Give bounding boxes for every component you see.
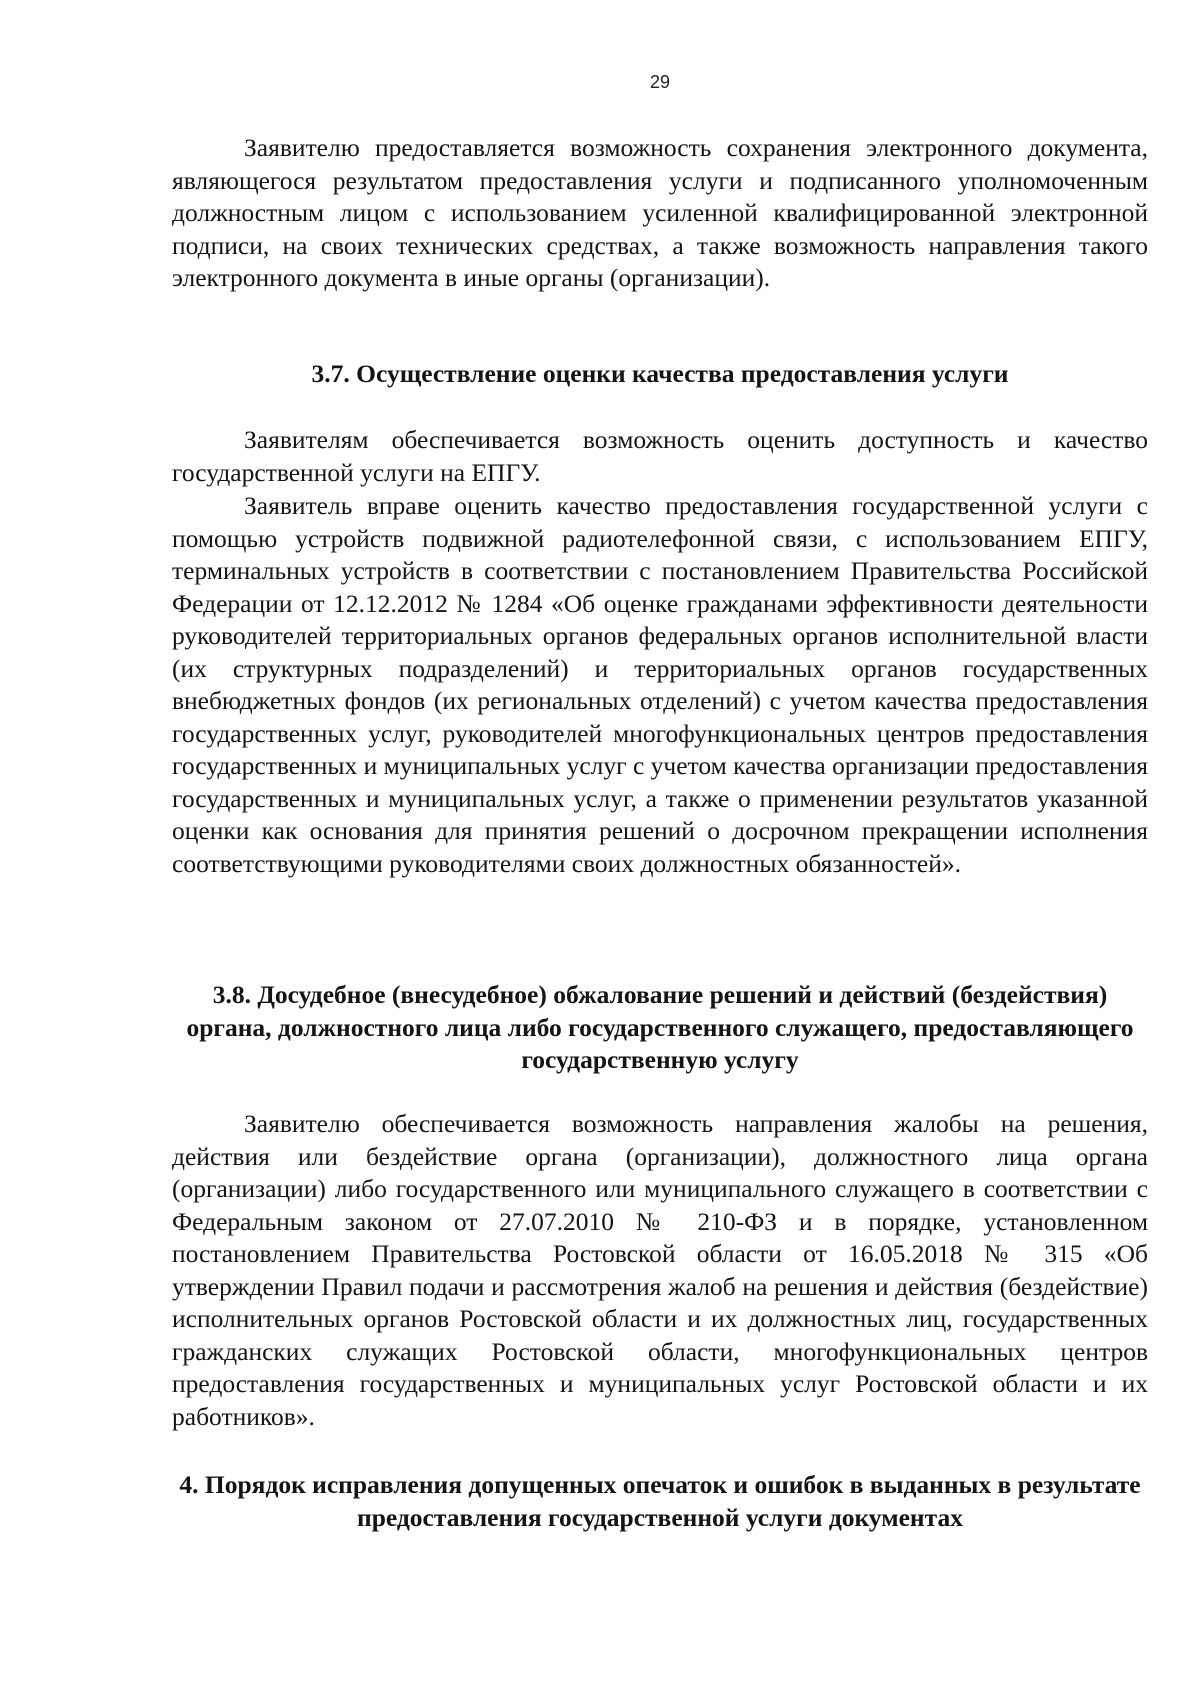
heading-section-3-7: 3.7. Осуществление оценки качества предоставления услуги [311, 359, 1009, 388]
heading-section-4: 4. Порядок исправления допущенных опечаток и ошибок в выданных в результате предоставления государственной услуги документах [179, 1470, 1141, 1532]
paragraph-electronic-document-saving: Заявителю предоставляется возможность сохранения электронного документа, являющегося результатом предоставления услуги и подписанного уполномоченным должностным лицом с использованием усиленной квалифицированной электронной подписи, на своих технических средствах, а также возможность направления такого электронного документа в иные органы (организации). [172, 133, 1148, 292]
paragraph-quality-assessment-epgu: Заявителям обеспечивается возможность оценить доступность и качество государственной услуги на ЕПГУ. [172, 425, 1148, 487]
page-number: 29 [649, 72, 671, 92]
heading-section-3-8: 3.8. Досудебное (внесудебное) обжалование решений и действий (бездействия) органа, должностного лица либо государственного служащего, предоставляющего государственную услугу [186, 980, 1134, 1074]
paragraph-complaint-procedure: Заявителю обеспечивается возможность направления жалобы на решения, действия или бездействие органа (организации), должностного лица органа (организации) либо государственного или муниципального служащего в соответствии с Федеральным законом от 27.07.2010 № 210-ФЗ и в порядке, установленном постановлением Правительства Ростовской области от 16.05.2018 № 315 «Об утверждении Правил подачи и рассмотрения жалоб на решения и действия (бездействие) исполнительных органов Ростовской области и их должностных лиц, государственных гражданских служащих Ростовской области, многофункциональных центров предоставления государственных и муниципальных услуг Ростовской области и их работников». [172, 1109, 1148, 1431]
paragraph-quality-assessment-decree: Заявитель вправе оценить качество предоставления государственной услуги с помощью устройств подвижной радиотелефонной связи, с использованием ЕПГУ, терминальных устройств в соответствии с постановлением Правительства Российской Федерации от 12.12.2012 № 1284 «Об оценке гражданами эффективности деятельности руководителей территориальных органов федеральных органов исполнительной власти (их структурных подразделений) и территориальных органов государственных внебюджетных фондов (их региональных отделений) с учетом качества предоставления государственных услуг, руководителей многофункциональных центров предоставления государственных и муниципальных услуг с учетом качества организации предоставления государственных и муниципальных услуг, а также о применении результатов указанной оценки как основания для принятия решений о досрочном прекращении исполнения соответствующими руководителями своих должностных обязанностей». [172, 491, 1148, 878]
